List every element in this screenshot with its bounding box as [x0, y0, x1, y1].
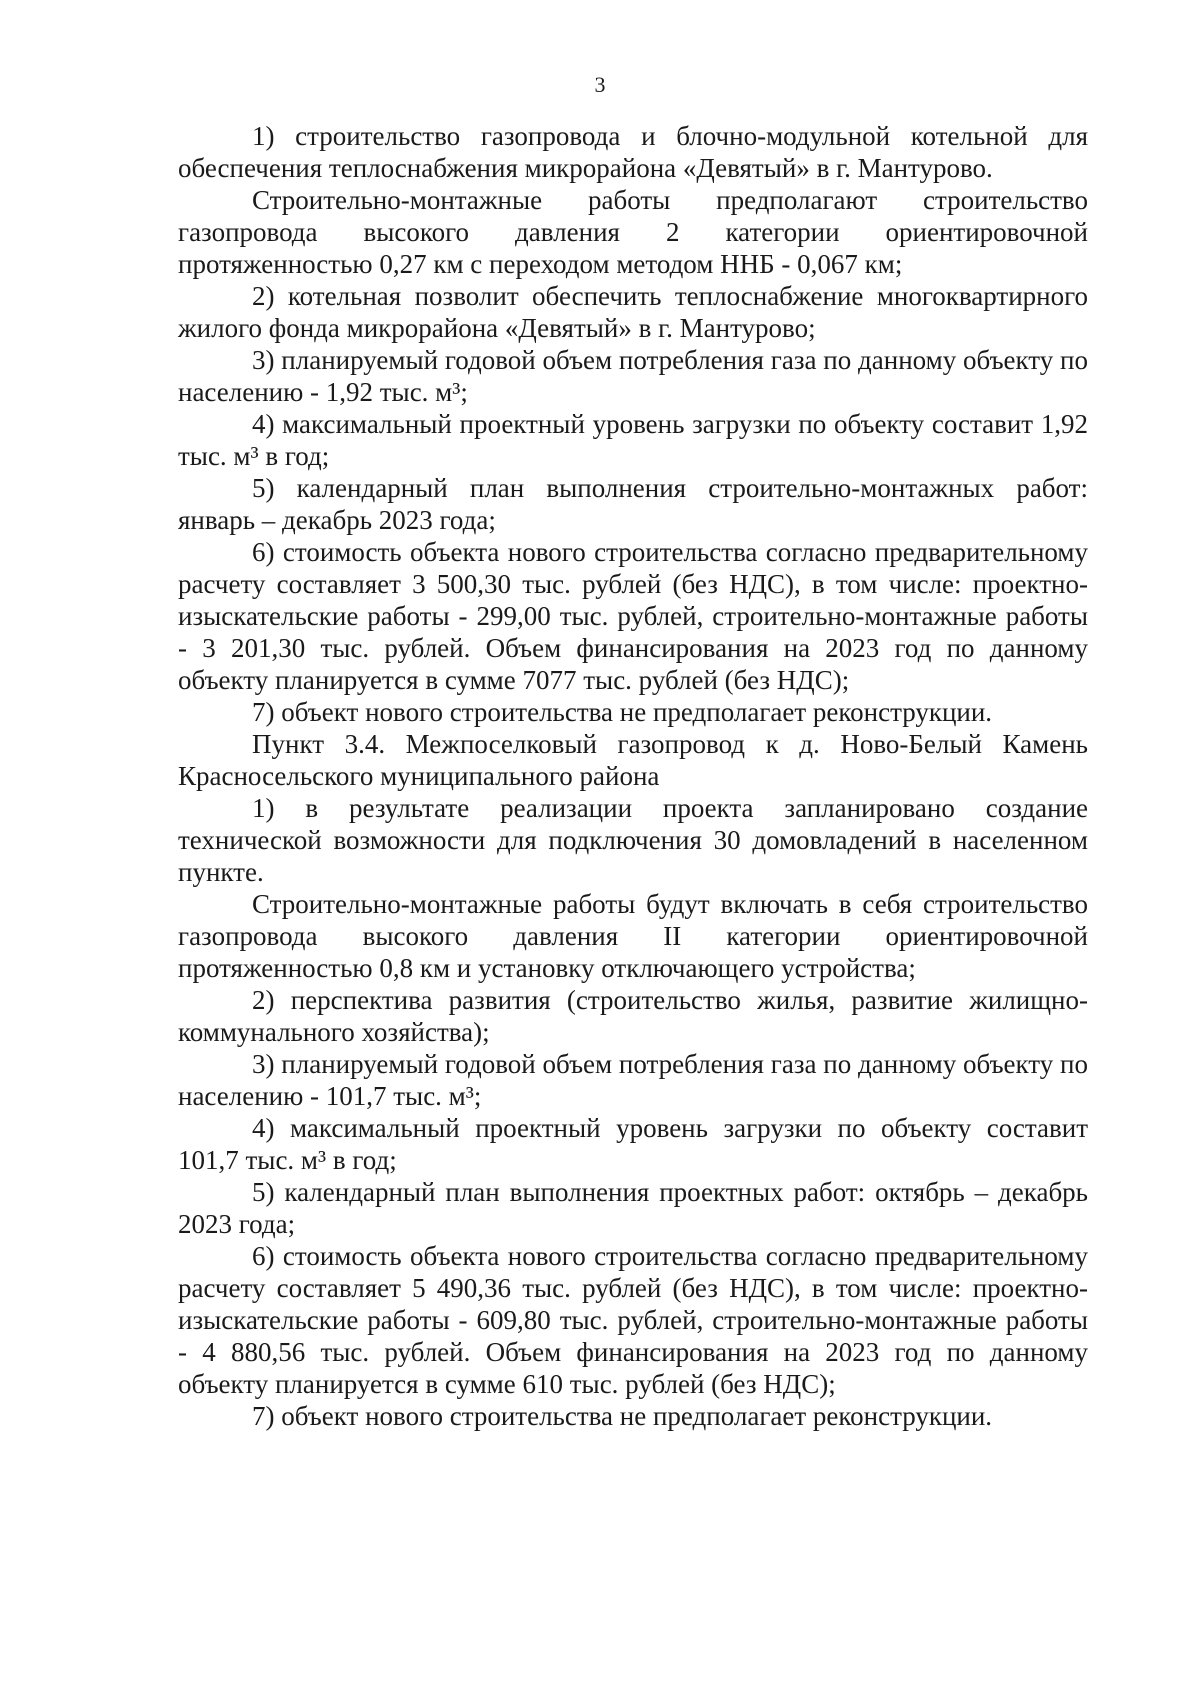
document-body: [178, 120, 1088, 1432]
paragraph-4: 3) планируемый годовой объем потребления газа по данному объекту по населению - 1,92 тыс. м³;: [178, 345, 1088, 407]
paragraph-13: 3) планируемый годовой объем потребления газа по данному объекту по населению - 101,7 тыс. м³;: [178, 1049, 1088, 1111]
page-number: 3: [594, 72, 606, 97]
paragraph-5: 4) максимальный проектный уровень загрузки по объекту составит 1,92 тыс. м³ в год;: [178, 409, 1088, 471]
paragraph-17: 7) объект нового строительства не предполагает реконструкции.: [252, 1401, 993, 1431]
section-heading-3-4: Пункт 3.4. Межпоселковый газопровод к д. Ново-Белый Камень Красносельского муниципального района: [178, 729, 1088, 791]
paragraph-6: 5) календарный план выполнения строительно-монтажных работ: январь – декабрь 2023 года;: [178, 473, 1088, 535]
paragraph-7: 6) стоимость объекта нового строительства согласно предварительному расчету составляет 3 500,30 тыс. рублей (без НДС), в том числе: проектно-изыскательские работы - 299,00 тыс. рублей, строительно-монтажные работы - 3 201,30 тыс. рублей. Объем финансирования на 2023 год по данному объекту планируется в сумме 7077 тыс. рублей (без НДС);: [178, 537, 1088, 695]
paragraph-14: 4) максимальный проектный уровень загрузки по объекту составит 101,7 тыс. м³ в год;: [178, 1113, 1088, 1175]
paragraph-10: 1) в результате реализации проекта запланировано создание технической возможности для подключения 30 домовладений в населенном пункте.: [178, 793, 1088, 887]
paragraph-1: 1) строительство газопровода и блочно-модульной котельной для обеспечения теплоснабжения микрорайона «Девятый» в г. Мантурово.: [178, 121, 1088, 183]
paragraph-16: 6) стоимость объекта нового строительства согласно предварительному расчету составляет 5 490,36 тыс. рублей (без НДС), в том числе: проектно-изыскательские работы - 609,80 тыс. рублей, строительно-монтажные работы - 4 880,56 тыс. рублей. Объем финансирования на 2023 год по данному объекту планируется в сумме 610 тыс. рублей (без НДС);: [178, 1241, 1088, 1399]
paragraph-2: Строительно-монтажные работы предполагают строительство газопровода высокого давления 2 категории ориентировочной протяженностью 0,27 км с переходом методом ННБ - 0,067 км;: [178, 185, 1088, 279]
paragraph-8: 7) объект нового строительства не предполагает реконструкции.: [252, 697, 993, 727]
paragraph-15: 5) календарный план выполнения проектных работ: октябрь – декабрь 2023 года;: [178, 1177, 1088, 1239]
paragraph-3: 2) котельная позволит обеспечить теплоснабжение многоквартирного жилого фонда микрорайона «Девятый» в г. Мантурово;: [178, 281, 1088, 343]
paragraph-12: 2) перспектива развития (строительство жилья, развитие жилищно-коммунального хозяйства);: [178, 985, 1088, 1047]
paragraph-11: Строительно-монтажные работы будут включать в себя строительство газопровода высокого давления II категории ориентировочной протяженностью 0,8 км и установку отключающего устройства;: [178, 889, 1088, 983]
